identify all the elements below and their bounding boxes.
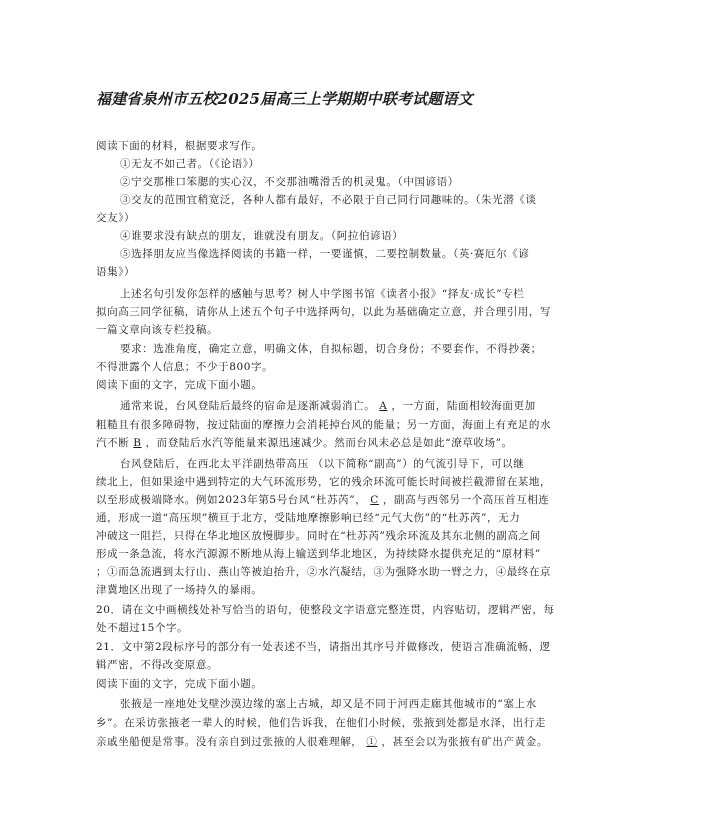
text-line: 阅读下面的材料，根据要求写作。 <box>96 140 263 152</box>
text-line: 交友》） <box>96 212 136 224</box>
text-line-with-blank <box>96 735 548 749</box>
blank-c: C <box>370 494 379 506</box>
text-line: 上述名句引发你怎样的感触与思考？树人中学图书馆《读者小报》“择友·成长”专栏 <box>120 288 525 300</box>
text-segment: ，一方面，陆面相较海面更加 <box>391 400 536 412</box>
text-line: 一篇文章向该专栏投稿。 <box>96 324 219 336</box>
text-line-with-blank <box>120 399 536 413</box>
text-segment: 亲戚坐船便是常事。没有亲自到过张掖的人很难理解， <box>96 736 363 748</box>
text-line: 续北上，但如果途中遇到特定的大气环流形势，它的残余环流可能长时间被拦截滞留在某地， <box>96 476 552 488</box>
text-line: ①无友不如己者。（《论语》） <box>120 158 260 170</box>
text-line: 拟向高三同学征稿，请你从上述五个句子中选择两句，以此为基础确定立意，并合理引用，写 <box>96 306 552 318</box>
text-segment: 通常来说，台风登陆后最终的宿命是逐渐减弱消亡。 <box>120 400 376 412</box>
text-line-with-blank <box>96 436 513 450</box>
text-line: 处不超过15个字。 <box>96 622 189 634</box>
text-line: ；①而急流遇到太行山、燕山等被迫抬升，②水汽凝结，③为强降水助一臂之力，④最终在京 <box>96 566 552 578</box>
text-line: ④谁要求没有缺点的朋友，谁就没有朋友。（阿拉伯谚语） <box>120 230 404 242</box>
text-line-with-blank <box>96 493 549 507</box>
document-title: 福建省泉州市五校2025届高三上学期期中联考试题语文 <box>96 90 473 108</box>
text-line: 台风登陆后，在西北太平洋副热带高压 （以下简称“副高”）的气流引导下，可以继 <box>120 458 525 470</box>
text-segment: ，副高与西邻另一个高压首互相连 <box>382 494 550 506</box>
text-line: 粗糙且有很多障碍物，按过陆面的摩擦力会消耗掉台风的能量；另一方面，海面上有充足的水 <box>96 419 552 431</box>
text-line: ③交友的范围宜稍宽泛，各种人都有最好，不必限于自己同行同趣味的。（朱光潜《谈 <box>120 194 537 206</box>
text-line: 形成一条急流，将水汽源源不断地从海上输送到华北地区，为持续降水提供充足的“原材料” <box>96 548 541 560</box>
text-line: ⑤选择朋友应当像选择阅读的书籍一样，一要谨慎，二要控制数量。（英·赛厄尔《谚 <box>120 248 530 260</box>
text-line: ②宁交那椎口笨腮的实心汉，不交那油嘴滑舌的机灵鬼。（中国谚语） <box>120 176 459 188</box>
text-line: 语集》） <box>96 266 136 278</box>
question-21: 21．文中第2段标序号的部分有一处表述不当，请指出其序号并做修改，使语言准确流畅，逻 <box>96 641 551 653</box>
text-line: 通，形成一道“高压坝”横亘于北方，受陆地摩擦影响已经“元气大伤”的“杜苏芮”，无力 <box>96 512 521 524</box>
blank-1: ① <box>366 736 378 748</box>
text-segment: 以至形成极端降水。例如2023年第5号台风“杜苏芮”， <box>96 494 367 506</box>
text-segment: 汽不断 <box>96 437 130 449</box>
text-line: 津冀地区出现了一场持久的暴雨。 <box>96 584 263 596</box>
blank-b: B <box>133 437 142 449</box>
text-line: 乡”。在采访张掖老一辈人的时候，他们告诉我，在他们小时候，张掖到处都是水泽，出行走 <box>96 717 546 729</box>
text-segment: ，甚至会以为张掖有矿出产黄金。 <box>381 736 548 748</box>
text-line: 阅读下面的文字，完成下面小题。 <box>96 678 263 690</box>
text-line: 张掖是一座地处戈壁沙漠边缘的塞上古城，却又是不同于河西走廊其他城市的“塞上水 <box>120 698 537 710</box>
text-segment: ，而登陆后水汽等能量来源迅速减少。然而台风未必总是如此“潦草收场”。 <box>145 437 513 449</box>
question-20: 20．请在文中画横线处补写恰当的语句，使整段文字语意完整连贯，内容贴切，逻辑严密，每 <box>96 604 555 616</box>
text-line: 辑严密，不得改变原意。 <box>96 659 219 671</box>
text-line: 不得泄露个人信息；不少于800字。 <box>96 361 274 373</box>
text-line: 冲破这一阻拦，只得在华北地区放慢脚步。同时在“杜苏芮”残余环流及其东北侧的副高之间 <box>96 530 541 542</box>
text-line: 要求：选准角度，确定立意，明确文体，自拟标题，切合身份；不要套作，不得抄袭； <box>120 343 542 355</box>
text-line: 阅读下面的文字，完成下面小题。 <box>96 379 263 391</box>
blank-a: A <box>379 400 388 412</box>
